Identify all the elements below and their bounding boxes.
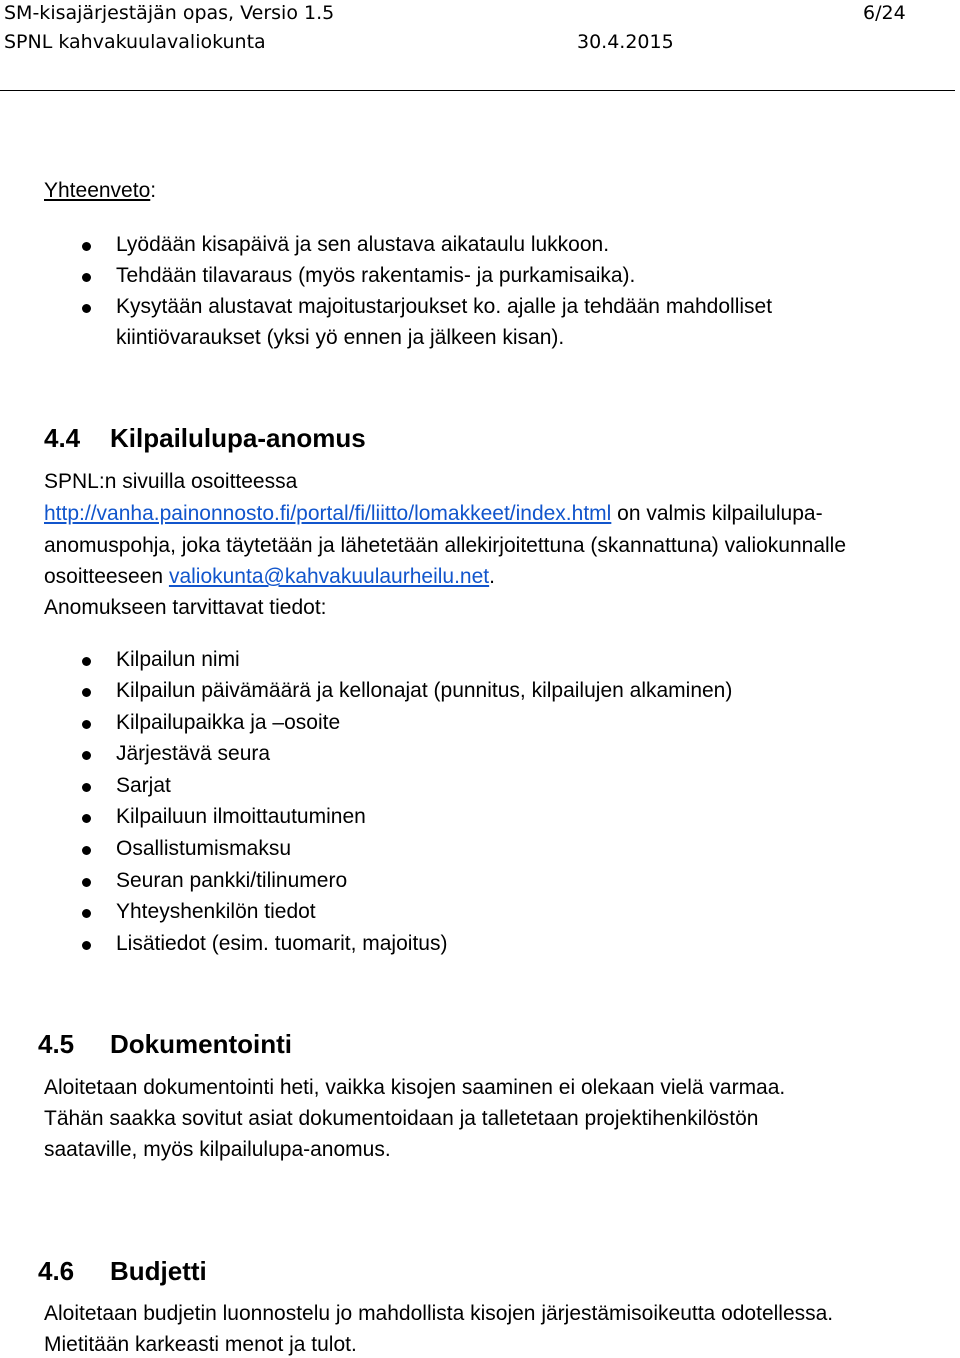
bullet-icon — [82, 783, 91, 792]
bullet-icon — [82, 720, 91, 729]
section-4-5-title: Dokumentointi — [110, 1029, 292, 1059]
bullet-icon — [82, 814, 91, 823]
application-item: Kilpailun päivämäärä ja kellonajat (punnitus, kilpailujen alkaminen) — [116, 679, 733, 702]
bullet-icon — [82, 846, 91, 855]
summary-heading-text: Yhteenveto — [44, 179, 151, 202]
application-list-intro: Anomukseen tarvittavat tiedot: — [44, 596, 327, 619]
application-item: Kilpailun nimi — [116, 648, 240, 671]
application-item: Kilpailuun ilmoittautuminen — [116, 805, 366, 828]
bullet-icon — [82, 273, 91, 282]
bullet-icon — [82, 688, 91, 697]
form-url-link[interactable]: http://vanha.painonnosto.fi/portal/fi/liitto/lomakkeet/index.html — [44, 502, 612, 525]
bullet-icon — [82, 242, 91, 251]
document-date: 30.4.2015 — [577, 31, 674, 53]
bullet-icon — [82, 751, 91, 760]
section-4-6-number: 4.6 — [38, 1256, 75, 1286]
document-title: SM-kisajärjestäjän opas, Versio 1.5 — [4, 2, 335, 24]
bullet-icon — [82, 304, 91, 313]
bullet-icon — [82, 909, 91, 918]
email-link[interactable]: valiokunta@kahvakuulaurheilu.net — [168, 565, 490, 588]
page-number: 6/24 — [863, 2, 906, 24]
application-item: Järjestävä seura — [116, 742, 271, 765]
committee-name: SPNL kahvakuulavaliokunta — [4, 31, 266, 53]
section-4-5-line: saataville, myös kilpailulupa-anomus. — [44, 1138, 391, 1161]
summary-item: Tehdään tilavaraus (myös rakentamis- ja purkamisaika). — [116, 264, 636, 287]
line3-prefix: osoitteeseen — [44, 565, 169, 588]
section-4-4-intro: SPNL:n sivuilla osoitteessa — [44, 470, 298, 493]
application-item: Yhteyshenkilön tiedot — [116, 900, 316, 923]
line1-text: on valmis kilpailulupa- — [611, 502, 823, 525]
section-4-4-number: 4.4 — [44, 423, 81, 453]
application-item: Osallistumismaksu — [116, 837, 292, 860]
bullet-icon — [82, 657, 91, 666]
section-4-5-line: Tähän saakka sovitut asiat dokumentoidaan ja talletetaan projektihenkilöstön — [44, 1107, 759, 1130]
application-item: Lisätiedot (esim. tuomarit, majoitus) — [116, 932, 448, 955]
bullet-icon — [82, 878, 91, 887]
section-4-6-title: Budjetti — [110, 1256, 207, 1286]
application-item: Kilpailupaikka ja –osoite — [116, 711, 341, 734]
section-4-5-number: 4.5 — [38, 1029, 75, 1059]
application-item: Sarjat — [116, 774, 171, 797]
section-4-4-line2: anomuspohja, joka täytetään ja lähetetään allekirjoitettuna (skannattuna) valiokunnalle — [44, 534, 847, 557]
summary-item-continuation: kiintiövaraukset (yksi yö ennen ja jälkeen kisan). — [116, 326, 565, 349]
application-item: Seuran pankki/tilinumero — [116, 869, 348, 892]
summary-item: Lyödään kisapäivä ja sen alustava aikataulu lukkoon. — [116, 233, 610, 256]
bullet-icon — [82, 941, 91, 950]
header-divider — [0, 90, 955, 91]
summary-heading — [44, 180, 156, 201]
line3-suffix: . — [489, 565, 495, 588]
section-4-4-line1 — [44, 503, 823, 524]
section-4-6-line: Aloitetaan budjetin luonnostelu jo mahdollista kisojen järjestämisoikeutta odotellessa. — [44, 1302, 834, 1325]
summary-heading-colon: : — [150, 179, 157, 202]
summary-item: Kysytään alustavat majoitustarjoukset ko. ajalle ja tehdään mahdolliset — [116, 295, 773, 318]
section-4-4-line3 — [44, 566, 495, 587]
section-4-5-line: Aloitetaan dokumentointi heti, vaikka kisojen saaminen ei olekaan vielä varmaa. — [44, 1076, 786, 1099]
section-4-4-title: Kilpailulupa-anomus — [110, 423, 366, 453]
section-4-6-line: Mietitään karkeasti menot ja tulot. — [44, 1333, 357, 1356]
